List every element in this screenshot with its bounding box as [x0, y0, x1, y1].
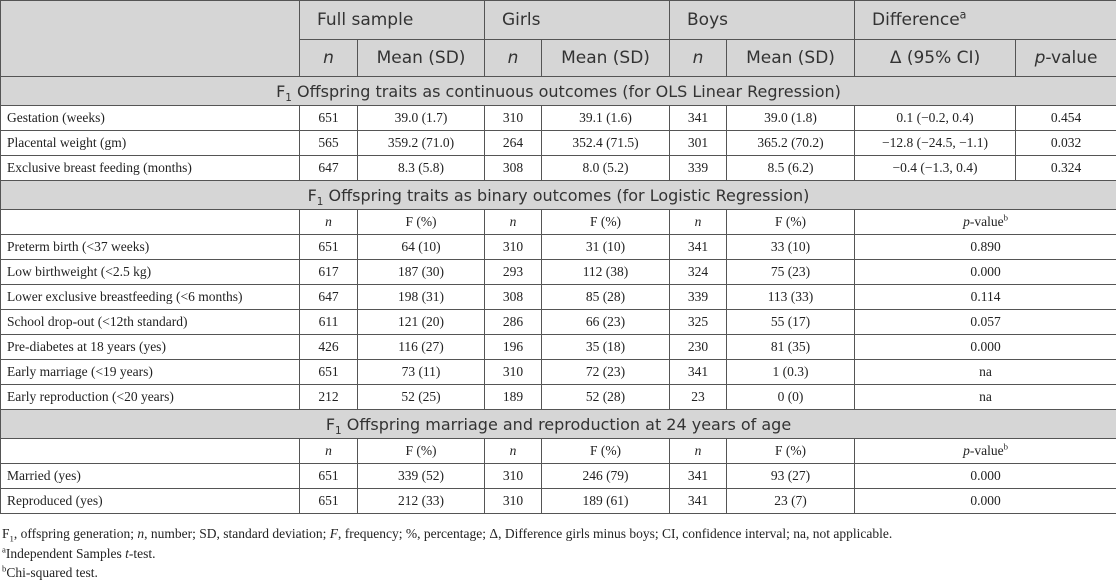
- col-delta-ci: Δ (95% CI): [855, 40, 1016, 77]
- row-label: Preterm birth (<37 weeks): [1, 235, 300, 260]
- cell: 301: [670, 131, 727, 156]
- table-row: [1, 235, 1116, 260]
- cell: 33 (10): [727, 235, 855, 260]
- cell: 93 (27): [727, 464, 855, 489]
- cell: 116 (27): [358, 335, 485, 360]
- footnotes: [0, 524, 1116, 583]
- table-row: [1, 464, 1116, 489]
- footnote-abbreviations: $F_1$, offspring generation; n, number; SD, standard deviation; F, frequency; %, percentage; Δ, Difference girls minus boys; CI, confidence interval; na, not applicable.: [2, 526, 893, 544]
- header-girls: Girls: [485, 1, 670, 40]
- cell: 341: [670, 489, 727, 514]
- cell: 39.0 (1.7): [358, 106, 485, 131]
- cell: −0.4 (−1.3, 0.4): [855, 156, 1016, 181]
- row-label: Early marriage (<19 years): [1, 360, 300, 385]
- subheader-freq: F (%): [542, 210, 670, 235]
- row-label: Pre-diabetes at 18 years (yes): [1, 335, 300, 360]
- cell: 212: [300, 385, 358, 410]
- subheader-freq: F (%): [727, 439, 855, 464]
- subheader-n: n: [300, 439, 358, 464]
- row-label: Gestation (weeks): [1, 106, 300, 131]
- table-row: [1, 260, 1116, 285]
- col-n-boys: n: [670, 40, 727, 77]
- cell: 23: [670, 385, 727, 410]
- cell: 35 (18): [542, 335, 670, 360]
- cell: 0.114: [855, 285, 1116, 310]
- col-mean-girls: Mean (SD): [542, 40, 670, 77]
- cell: 651: [300, 489, 358, 514]
- table-row: [1, 310, 1116, 335]
- table-row: [1, 156, 1116, 181]
- subheader-n: n: [485, 439, 542, 464]
- header-boys: Boys: [670, 1, 855, 40]
- col-n-girls: n: [485, 40, 542, 77]
- cell: 339 (52): [358, 464, 485, 489]
- footnote-b: $^b$Chi-squared test.: [2, 563, 98, 580]
- cell: 617: [300, 260, 358, 285]
- section-binary-title: [1, 181, 1116, 210]
- row-label: School drop-out (<12th standard): [1, 310, 300, 335]
- cell: 113 (33): [727, 285, 855, 310]
- cell: 308: [485, 156, 542, 181]
- subheader-row: [1, 210, 1116, 235]
- row-label: Placental weight (gm): [1, 131, 300, 156]
- cell: 0.032: [1016, 131, 1116, 156]
- table-row: [1, 335, 1116, 360]
- cell: 212 (33): [358, 489, 485, 514]
- subheader-row: [1, 439, 1116, 464]
- subheader-n: n: [670, 439, 727, 464]
- cell: 0.000: [855, 260, 1116, 285]
- cell: 651: [300, 360, 358, 385]
- cell: 72 (23): [542, 360, 670, 385]
- footnote-a: $^a$Independent Samples t-test.: [2, 544, 156, 561]
- cell: 651: [300, 235, 358, 260]
- cell: 39.0 (1.8): [727, 106, 855, 131]
- cell: 31 (10): [542, 235, 670, 260]
- cell: 52 (28): [542, 385, 670, 410]
- table-row: [1, 106, 1116, 131]
- cell: 0.1 (−0.2, 0.4): [855, 106, 1016, 131]
- subheader-freq: F (%): [358, 210, 485, 235]
- cell: 339: [670, 285, 727, 310]
- subheader-p-value: p-value$^b$: [855, 439, 1116, 464]
- cell: 23 (7): [727, 489, 855, 514]
- cell: 293: [485, 260, 542, 285]
- section-title: $F_1$ Offspring traits as continuous outcomes (for OLS Linear Regression): [1, 77, 1116, 106]
- cell: 565: [300, 131, 358, 156]
- cell: 325: [670, 310, 727, 335]
- cell: 0.890: [855, 235, 1116, 260]
- cell: 0.000: [855, 464, 1116, 489]
- cell: 651: [300, 106, 358, 131]
- cell: 341: [670, 464, 727, 489]
- cell: 426: [300, 335, 358, 360]
- cell: 359.2 (71.0): [358, 131, 485, 156]
- cell: na: [855, 385, 1116, 410]
- cell: 310: [485, 360, 542, 385]
- cell: 1 (0.3): [727, 360, 855, 385]
- cell: 339: [670, 156, 727, 181]
- subheader-p-value: p-value$^b$: [855, 210, 1116, 235]
- cell: −12.8 (−24.5, −1.1): [855, 131, 1016, 156]
- cell: 39.1 (1.6): [542, 106, 670, 131]
- header-row-groups: [1, 1, 1116, 40]
- cell: 246 (79): [542, 464, 670, 489]
- table-row: [1, 489, 1116, 514]
- cell: 230: [670, 335, 727, 360]
- cell: 52 (25): [358, 385, 485, 410]
- cell: 310: [485, 106, 542, 131]
- cell: 352.4 (71.5): [542, 131, 670, 156]
- cell: 8.5 (6.2): [727, 156, 855, 181]
- section-title: $F_1$ Offspring marriage and reproduction at 24 years of age: [1, 410, 1116, 439]
- cell: 647: [300, 156, 358, 181]
- cell: 187 (30): [358, 260, 485, 285]
- row-label: Lower exclusive breastfeeding (<6 months): [1, 285, 300, 310]
- section-title: $F_1$ Offspring traits as binary outcomes (for Logistic Regression): [1, 181, 1116, 210]
- cell: 196: [485, 335, 542, 360]
- cell: 112 (38): [542, 260, 670, 285]
- cell: 85 (28): [542, 285, 670, 310]
- subheader-n: n: [485, 210, 542, 235]
- cell: 310: [485, 235, 542, 260]
- cell: 73 (11): [358, 360, 485, 385]
- col-mean-boys: Mean (SD): [727, 40, 855, 77]
- col-n-full: n: [300, 40, 358, 77]
- subheader-freq: F (%): [358, 439, 485, 464]
- cell: 310: [485, 464, 542, 489]
- cell: 66 (23): [542, 310, 670, 335]
- cell: 0.000: [855, 489, 1116, 514]
- subheader-blank: [1, 210, 300, 235]
- cell: 81 (35): [727, 335, 855, 360]
- subheader-n: n: [670, 210, 727, 235]
- cell: 189: [485, 385, 542, 410]
- cell: 365.2 (70.2): [727, 131, 855, 156]
- cell: 651: [300, 464, 358, 489]
- cell: 8.3 (5.8): [358, 156, 485, 181]
- cell: 55 (17): [727, 310, 855, 335]
- cell: 75 (23): [727, 260, 855, 285]
- cell: 0 (0): [727, 385, 855, 410]
- row-label: Exclusive breast feeding (months): [1, 156, 300, 181]
- cell: 647: [300, 285, 358, 310]
- col-p-value: p-value: [1016, 40, 1116, 77]
- row-label: Reproduced (yes): [1, 489, 300, 514]
- cell: 341: [670, 106, 727, 131]
- cell: 8.0 (5.2): [542, 156, 670, 181]
- cell: 286: [485, 310, 542, 335]
- col-mean-full: Mean (SD): [358, 40, 485, 77]
- cell: 341: [670, 360, 727, 385]
- cell: 0.057: [855, 310, 1116, 335]
- table-row: [1, 131, 1116, 156]
- cell: 121 (20): [358, 310, 485, 335]
- header-difference: Difference$^a$: [855, 1, 1116, 40]
- section-marriage-title: [1, 410, 1116, 439]
- cell: na: [855, 360, 1116, 385]
- table-row: [1, 385, 1116, 410]
- cell: 0.324: [1016, 156, 1116, 181]
- cell: 0.000: [855, 335, 1116, 360]
- cell: 310: [485, 489, 542, 514]
- subheader-n: n: [300, 210, 358, 235]
- header-full-sample: Full sample: [300, 1, 485, 40]
- cell: 341: [670, 235, 727, 260]
- cell: 0.454: [1016, 106, 1116, 131]
- section-continuous-title: [1, 77, 1116, 106]
- cell: 189 (61): [542, 489, 670, 514]
- cell: 264: [485, 131, 542, 156]
- row-label: Low birthweight (<2.5 kg): [1, 260, 300, 285]
- header-corner-cell: [1, 1, 300, 77]
- cell: 198 (31): [358, 285, 485, 310]
- row-label: Early reproduction (<20 years): [1, 385, 300, 410]
- row-label: Married (yes): [1, 464, 300, 489]
- subheader-freq: F (%): [542, 439, 670, 464]
- table-row: [1, 360, 1116, 385]
- subheader-blank: [1, 439, 300, 464]
- cell: 324: [670, 260, 727, 285]
- cell: 64 (10): [358, 235, 485, 260]
- cell: 308: [485, 285, 542, 310]
- cell: 611: [300, 310, 358, 335]
- subheader-freq: F (%): [727, 210, 855, 235]
- table-row: [1, 285, 1116, 310]
